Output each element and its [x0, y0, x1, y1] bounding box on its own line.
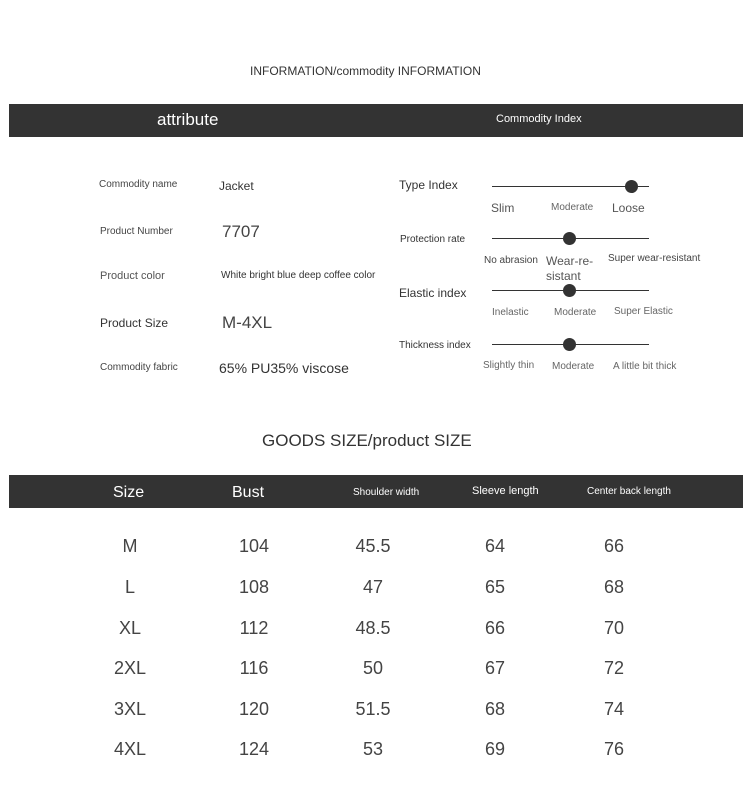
table-cell: 104: [238, 536, 270, 556]
index-label: Moderate: [551, 202, 594, 213]
attribute-value: 7707: [222, 222, 260, 241]
attribute-key: Commodity name: [99, 179, 178, 190]
index-indicator: [563, 284, 576, 297]
table-cell: 70: [603, 618, 625, 638]
commodity-index-heading: Commodity Index: [496, 113, 582, 125]
table-cell: 72: [603, 658, 625, 678]
index-name: Protection rate: [400, 234, 466, 245]
table-cell: 76: [603, 739, 625, 759]
table-cell: 120: [238, 699, 270, 719]
center-back-column-header: Center back length: [587, 486, 671, 497]
table-cell: 116: [239, 658, 269, 678]
size-column-header: Size: [113, 484, 145, 501]
index-label: Super Elastic: [614, 306, 673, 317]
table-cell: 51.5: [355, 699, 391, 719]
shoulder-column-header: Shoulder width: [353, 487, 420, 498]
index-name: Thickness index: [399, 340, 471, 351]
attribute-value: Jacket: [219, 179, 254, 193]
attribute-key: Product Size: [100, 316, 169, 330]
index-label: Wear-re-sistant: [546, 254, 594, 283]
index-label: Slim: [491, 201, 515, 215]
table-cell: 3XL: [113, 699, 147, 719]
attribute-key: Product Number: [100, 226, 173, 237]
table-cell: XL: [118, 618, 142, 638]
table-cell: 64: [484, 536, 506, 556]
sleeve-column-header: Sleeve length: [472, 485, 539, 497]
index-indicator: [563, 232, 576, 245]
table-cell: 108: [238, 577, 270, 597]
table-cell: 69: [484, 739, 506, 759]
index-name: Type Index: [399, 178, 458, 192]
table-cell: 68: [603, 577, 625, 597]
attribute-key: Product color: [100, 270, 165, 282]
table-cell: 74: [603, 699, 625, 719]
table-cell: L: [124, 577, 136, 597]
table-cell: 67: [484, 658, 506, 678]
index-name: Elastic index: [399, 286, 467, 300]
index-label: No abrasion: [484, 255, 538, 266]
attribute-key: Commodity fabric: [100, 362, 178, 373]
table-cell: 112: [239, 618, 269, 638]
index-label: A little bit thick: [613, 361, 677, 372]
size-section-title: GOODS SIZE/product SIZE: [262, 431, 472, 450]
attribute-value: M-4XL: [222, 313, 273, 332]
table-cell: 4XL: [113, 739, 147, 759]
attribute-value: White bright blue deep coffee color: [221, 270, 376, 281]
table-cell: 66: [603, 536, 625, 556]
attribute-heading: attribute: [157, 110, 219, 129]
bust-column-header: Bust: [232, 484, 265, 501]
table-cell: 65: [484, 577, 506, 597]
table-cell: 66: [484, 618, 506, 638]
table-cell: 68: [484, 699, 506, 719]
table-cell: M: [122, 536, 138, 556]
index-indicator: [563, 338, 576, 351]
index-label: Moderate: [552, 361, 595, 372]
page-title: INFORMATION/commodity INFORMATION: [250, 64, 481, 78]
table-cell: 48.5: [355, 618, 391, 638]
attribute-value: 65% PU35% viscose: [219, 360, 349, 376]
index-indicator: [625, 180, 638, 193]
table-cell: 50: [362, 658, 384, 678]
table-cell: 2XL: [113, 658, 147, 678]
table-cell: 47: [362, 577, 384, 597]
index-label: Slightly thin: [483, 360, 535, 371]
index-label: Loose: [612, 201, 645, 215]
index-label: Super wear-resistant: [608, 253, 701, 264]
attribute-header-bar: [9, 104, 743, 137]
table-cell: 124: [238, 739, 270, 759]
table-cell: 53: [362, 739, 384, 759]
index-label: Inelastic: [492, 307, 529, 318]
table-cell: 45.5: [355, 536, 391, 556]
index-label: Moderate: [554, 307, 597, 318]
